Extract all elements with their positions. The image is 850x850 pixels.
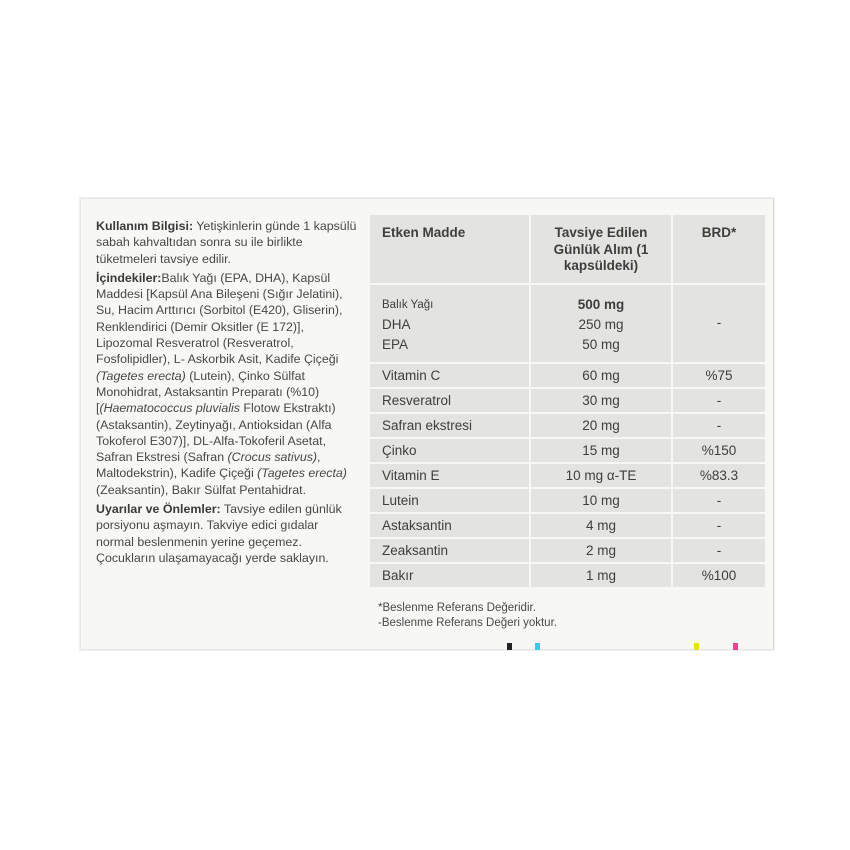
table-cell-name: Safran ekstresi <box>370 414 529 437</box>
table-header-row <box>370 215 765 283</box>
table-row <box>370 489 765 512</box>
usage-paragraph <box>96 218 358 267</box>
table-cell-brd: - <box>673 514 765 537</box>
table-row <box>370 564 765 587</box>
table-cell-amount: 20 mg <box>531 414 671 437</box>
fish-oil-names <box>370 285 529 362</box>
table-cell-brd: - <box>673 539 765 562</box>
table-cell-name: Balık Yağı <box>382 299 434 311</box>
usage-title: Kullanım Bilgisi: <box>96 219 194 233</box>
warnings-text: Tavsiye edilen günlük porsiyonu aşmayın. Takviye edici gıdalar normal beslenmenin yerine geçemez. Çocukların ulaşamayacağı yerde saklayın. <box>96 502 342 565</box>
nutrition-table <box>370 215 765 589</box>
table-cell-name: Vitamin E <box>370 464 529 487</box>
table-cell-name: DHA <box>382 317 411 332</box>
table-cell-name: Zeaksantin <box>370 539 529 562</box>
table-cell-brd: %150 <box>673 439 765 462</box>
ingredients-title: İçindekiler: <box>96 270 162 285</box>
table-cell-amount: 50 mg <box>582 337 620 352</box>
footnote-brd: *Beslenme Referans Değeridir. <box>378 602 536 614</box>
warnings-paragraph <box>96 501 358 566</box>
table-cell-brd: %75 <box>673 364 765 387</box>
print-color-mark-cyan <box>535 643 540 650</box>
ingredients-text: (Zeaksantin), Bakır Sülfat Pentahidrat. <box>96 482 307 497</box>
table-row <box>370 389 765 412</box>
ingredients-italic: (Tagetes erecta) <box>96 368 186 383</box>
ingredients-italic: (Haematococcus pluvialis <box>99 401 240 416</box>
table-cell-amount: 10 mg <box>531 489 671 512</box>
ingredients-text: Flotow Ekstraktı)(Astaksantin), Zeytinyağı, Antioksidan (Alfa Tokoferol E307)], DL-Alfa-Tokoferil Asetat, Safran Ekstresi (Safran <box>96 401 336 465</box>
ingredients-italic: (Crocus sativus) <box>227 450 318 465</box>
table-cell-name: Resveratrol <box>370 389 529 412</box>
table-cell-amount: 1 mg <box>531 564 671 587</box>
table-cell-brd: - <box>673 389 765 412</box>
table-cell-amount: 500 mg <box>577 297 625 312</box>
table-row-fish-oil <box>370 285 765 362</box>
table-cell-amount: 250 mg <box>578 317 624 332</box>
table-cell-brd: %100 <box>673 564 765 587</box>
table-cell-amount: 60 mg <box>531 364 671 387</box>
print-color-mark-magenta <box>733 643 738 650</box>
table-cell-brd: %83.3 <box>673 464 765 487</box>
table-cell-amount: 10 mg α-TE <box>531 464 671 487</box>
header-daily-intake: Tavsiye Edilen Günlük Alım (1 kapsüldeki) <box>531 215 671 283</box>
header-active-ingredient: Etken Madde <box>370 215 529 283</box>
table-cell-name: EPA <box>382 337 409 352</box>
table-row <box>370 364 765 387</box>
header-brd: BRD* <box>673 215 765 283</box>
fish-oil-amounts <box>531 285 671 362</box>
usage-text: Yetişkinlerin günde 1 kapsülü sabah kahvaltıdan sonra su ile birlikte tüketmeleri tavsiye edilir. <box>96 219 357 266</box>
ingredients-italic: (Tagetes erecta) <box>257 466 347 481</box>
table-cell-name: Astaksantin <box>370 514 529 537</box>
table-cell-brd: - <box>673 414 765 437</box>
table-cell-amount: 15 mg <box>531 439 671 462</box>
ingredients-paragraph <box>96 270 358 498</box>
table-cell-name: Bakır <box>370 564 529 587</box>
table-cell-amount: 2 mg <box>531 539 671 562</box>
table-cell-name: Vitamin C <box>370 364 529 387</box>
info-text-column <box>96 218 358 569</box>
table-row <box>370 539 765 562</box>
ingredients-text: , Maltodekstrin), Kadife Çiçeği <box>96 450 321 481</box>
table-row <box>370 439 765 462</box>
ingredients-text: (Lutein), Çinko Sülfat Monohidrat, Astaksantin Preparatı (%10) [ <box>96 368 320 416</box>
print-color-mark-yellow <box>694 643 699 650</box>
table-cell-name: Lutein <box>370 489 529 512</box>
footnotes <box>378 601 557 631</box>
table-cell-name: Çinko <box>370 439 529 462</box>
ingredients-text: Balık Yağı (EPA, DHA), Kapsül Maddesi [Kapsül Ana Bileşeni (Sığır Jelatini), Su, Hacim Arttırıcı (Sorbitol (E420), Gliserin), Renklendirici (Demir Oksitler (E 172)], Lipozomal Resveratrol (Resveratrol, Fosfolipidler), L- Askorbik Asit, Kadife Çiçeği <box>96 270 343 367</box>
table-row <box>370 514 765 537</box>
table-cell-amount: 4 mg <box>531 514 671 537</box>
footnote-no-brd: -Beslenme Referans Değeri yoktur. <box>378 617 557 629</box>
table-row <box>370 414 765 437</box>
table-cell-brd: - <box>673 285 765 362</box>
table-cell-amount: 30 mg <box>531 389 671 412</box>
table-cell-brd: - <box>673 489 765 512</box>
table-row <box>370 464 765 487</box>
print-color-mark-black <box>507 643 512 650</box>
warnings-title: Uyarılar ve Önlemler: <box>96 502 221 517</box>
